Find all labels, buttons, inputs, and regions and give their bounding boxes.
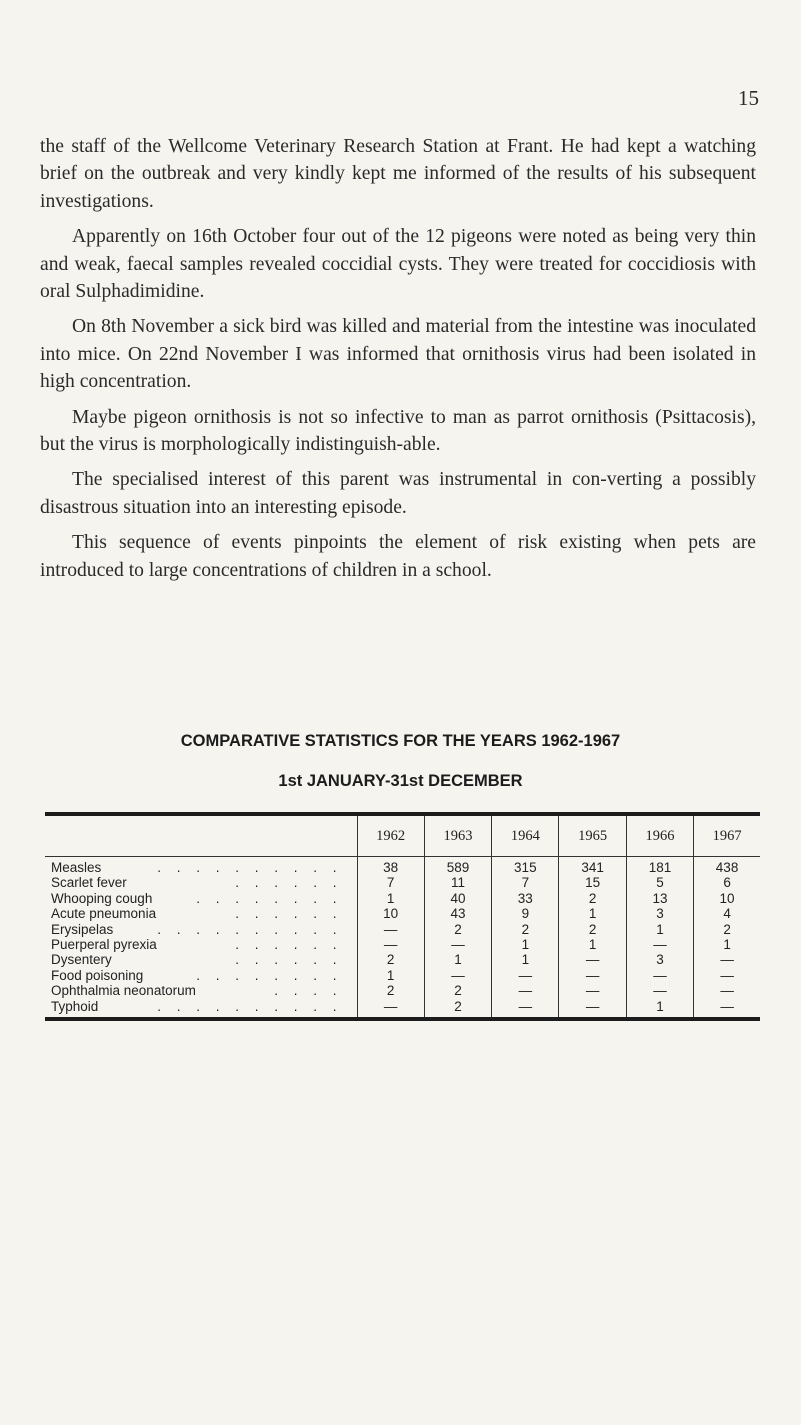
table-row <box>45 857 760 876</box>
value-cell: — <box>492 999 559 1017</box>
year-header: 1963 <box>424 816 491 857</box>
value-cell: 15 <box>559 875 626 890</box>
value-cell: 1 <box>559 906 626 921</box>
statistics-table-wrapper <box>45 812 760 1021</box>
leader-dots: . . . . . . <box>235 952 343 968</box>
paragraph: This sequence of events pinpoints the element of risk existing when pets are introduced to large concentrations of children in a school. <box>40 532 756 581</box>
disease-name: Whooping cough <box>51 890 153 906</box>
value-cell: — <box>559 983 626 998</box>
value-cell: 2 <box>424 922 491 937</box>
year-header: 1964 <box>492 816 559 857</box>
disease-name: Typhoid <box>51 998 99 1014</box>
value-cell: — <box>492 968 559 983</box>
value-cell: 7 <box>492 875 559 890</box>
table-header-row <box>45 816 760 857</box>
value-cell: 181 <box>626 857 693 876</box>
disease-name-cell <box>45 891 357 906</box>
value-cell: — <box>626 968 693 983</box>
value-cell: 315 <box>492 857 559 876</box>
value-cell: — <box>694 983 760 998</box>
paragraph: On 8th November a sick bird was killed and material from the intestine was inoculated into mice. On 22nd November I was informed that ornithosis virus had been isolated in high concentration. <box>40 316 756 393</box>
value-cell: — <box>424 968 491 983</box>
paragraph: The specialised interest of this parent was instrumental in con-verting a possibly disastrous situation into an interesting episode. <box>40 469 756 518</box>
disease-name: Dysentery <box>51 952 112 968</box>
body-text <box>40 133 756 592</box>
table-row <box>45 999 760 1017</box>
disease-name: Scarlet fever <box>51 875 127 891</box>
value-cell: 11 <box>424 875 491 890</box>
year-header: 1962 <box>357 816 424 857</box>
value-cell: — <box>357 999 424 1017</box>
value-cell: 10 <box>357 906 424 921</box>
value-cell: 1 <box>357 891 424 906</box>
table-row <box>45 937 760 952</box>
value-cell: 2 <box>694 922 760 937</box>
table-row <box>45 906 760 921</box>
value-cell: — <box>559 952 626 967</box>
value-cell: 2 <box>559 891 626 906</box>
value-cell: — <box>694 968 760 983</box>
year-header: 1967 <box>694 816 760 857</box>
value-cell: 10 <box>694 891 760 906</box>
value-cell: 1 <box>424 952 491 967</box>
value-cell: 1 <box>694 937 760 952</box>
value-cell: — <box>559 968 626 983</box>
value-cell: — <box>626 937 693 952</box>
disease-name: Measles <box>51 860 102 875</box>
disease-name-cell <box>45 922 357 937</box>
table-row <box>45 875 760 890</box>
value-cell: — <box>694 999 760 1017</box>
paragraph: Apparently on 16th October four out of the 12 pigeons were noted as being very thin and weak, faecal samples revealed coccidial cysts. They were treated for coccidiosis with oral Sulphadimidine. <box>40 226 756 303</box>
disease-name-cell <box>45 999 357 1017</box>
value-cell: 2 <box>424 983 491 998</box>
value-cell: — <box>559 999 626 1017</box>
value-cell: 2 <box>357 952 424 967</box>
value-cell: 7 <box>357 875 424 890</box>
value-cell: 9 <box>492 906 559 921</box>
value-cell: — <box>626 983 693 998</box>
leader-dots: . . . . . . <box>235 937 343 953</box>
table-row <box>45 952 760 967</box>
leader-dots: . . . . . . <box>235 906 343 922</box>
value-cell: 2 <box>357 983 424 998</box>
table-body <box>45 857 760 1018</box>
disease-name-cell <box>45 983 357 998</box>
leader-dots: . . . . . . . . <box>196 967 343 983</box>
year-header: 1966 <box>626 816 693 857</box>
leader-dots: . . . . . . <box>235 875 343 891</box>
value-cell: 1 <box>492 952 559 967</box>
value-cell: — <box>694 952 760 967</box>
disease-name: Ophthalmia neonatorum <box>51 983 196 999</box>
disease-name: Puerperal pyrexia <box>51 937 157 953</box>
disease-name-cell <box>45 952 357 967</box>
disease-name: Acute pneumonia <box>51 906 157 922</box>
header-corner <box>45 816 357 857</box>
value-cell: — <box>424 937 491 952</box>
disease-name-cell <box>45 875 357 890</box>
table-row <box>45 922 760 937</box>
leader-dots: . . . . . . . . <box>196 890 343 906</box>
disease-name: Erysipelas <box>51 921 114 937</box>
value-cell: 1 <box>492 937 559 952</box>
paragraph: the staff of the Wellcome Veterinary Research Station at Frant. He had kept a watching brief on the outbreak and very kindly kept me informed of the results of his subsequent investigations. <box>40 136 756 212</box>
page-number: 15 <box>738 86 759 110</box>
table-row <box>45 983 760 998</box>
value-cell: 2 <box>492 922 559 937</box>
paragraph: Maybe pigeon ornithosis is not so infective to man as parrot ornithosis (Psittacosis), but the virus is morphologically indistinguish-able. <box>40 406 756 456</box>
value-cell: 1 <box>559 937 626 952</box>
value-cell: — <box>357 922 424 937</box>
disease-name-cell <box>45 968 357 983</box>
year-header: 1965 <box>559 816 626 857</box>
value-cell: 3 <box>626 952 693 967</box>
table-row <box>45 968 760 983</box>
value-cell: 1 <box>626 999 693 1017</box>
value-cell: — <box>492 983 559 998</box>
table-title: COMPARATIVE STATISTICS FOR THE YEARS 1962-1967 <box>180 732 621 750</box>
disease-name: Food poisoning <box>51 967 144 983</box>
value-cell: 589 <box>424 857 491 876</box>
value-cell: 40 <box>424 891 491 906</box>
value-cell: 438 <box>694 857 760 876</box>
value-cell: 6 <box>694 875 760 890</box>
value-cell: 43 <box>424 906 491 921</box>
value-cell: 13 <box>626 891 693 906</box>
value-cell: 1 <box>626 922 693 937</box>
value-cell: 341 <box>559 857 626 876</box>
value-cell: — <box>357 937 424 952</box>
value-cell: 2 <box>424 999 491 1017</box>
leader-dots: . . . . . . . . . . <box>157 860 343 875</box>
leader-dots: . . . . . . . . . . <box>157 921 343 937</box>
table-subtitle: 1st JANUARY-31st DECEMBER <box>278 772 523 790</box>
value-cell: 2 <box>559 922 626 937</box>
value-cell: 38 <box>357 857 424 876</box>
leader-dots: . . . . <box>274 983 343 999</box>
value-cell: 5 <box>626 875 693 890</box>
value-cell: 4 <box>694 906 760 921</box>
leader-dots: . . . . . . . . . . <box>157 998 343 1014</box>
disease-name-cell <box>45 906 357 921</box>
statistics-table <box>45 816 760 1017</box>
value-cell: 3 <box>626 906 693 921</box>
disease-name-cell <box>45 937 357 952</box>
value-cell: 33 <box>492 891 559 906</box>
value-cell: 1 <box>357 968 424 983</box>
table-row <box>45 891 760 906</box>
disease-name-cell <box>45 857 357 876</box>
